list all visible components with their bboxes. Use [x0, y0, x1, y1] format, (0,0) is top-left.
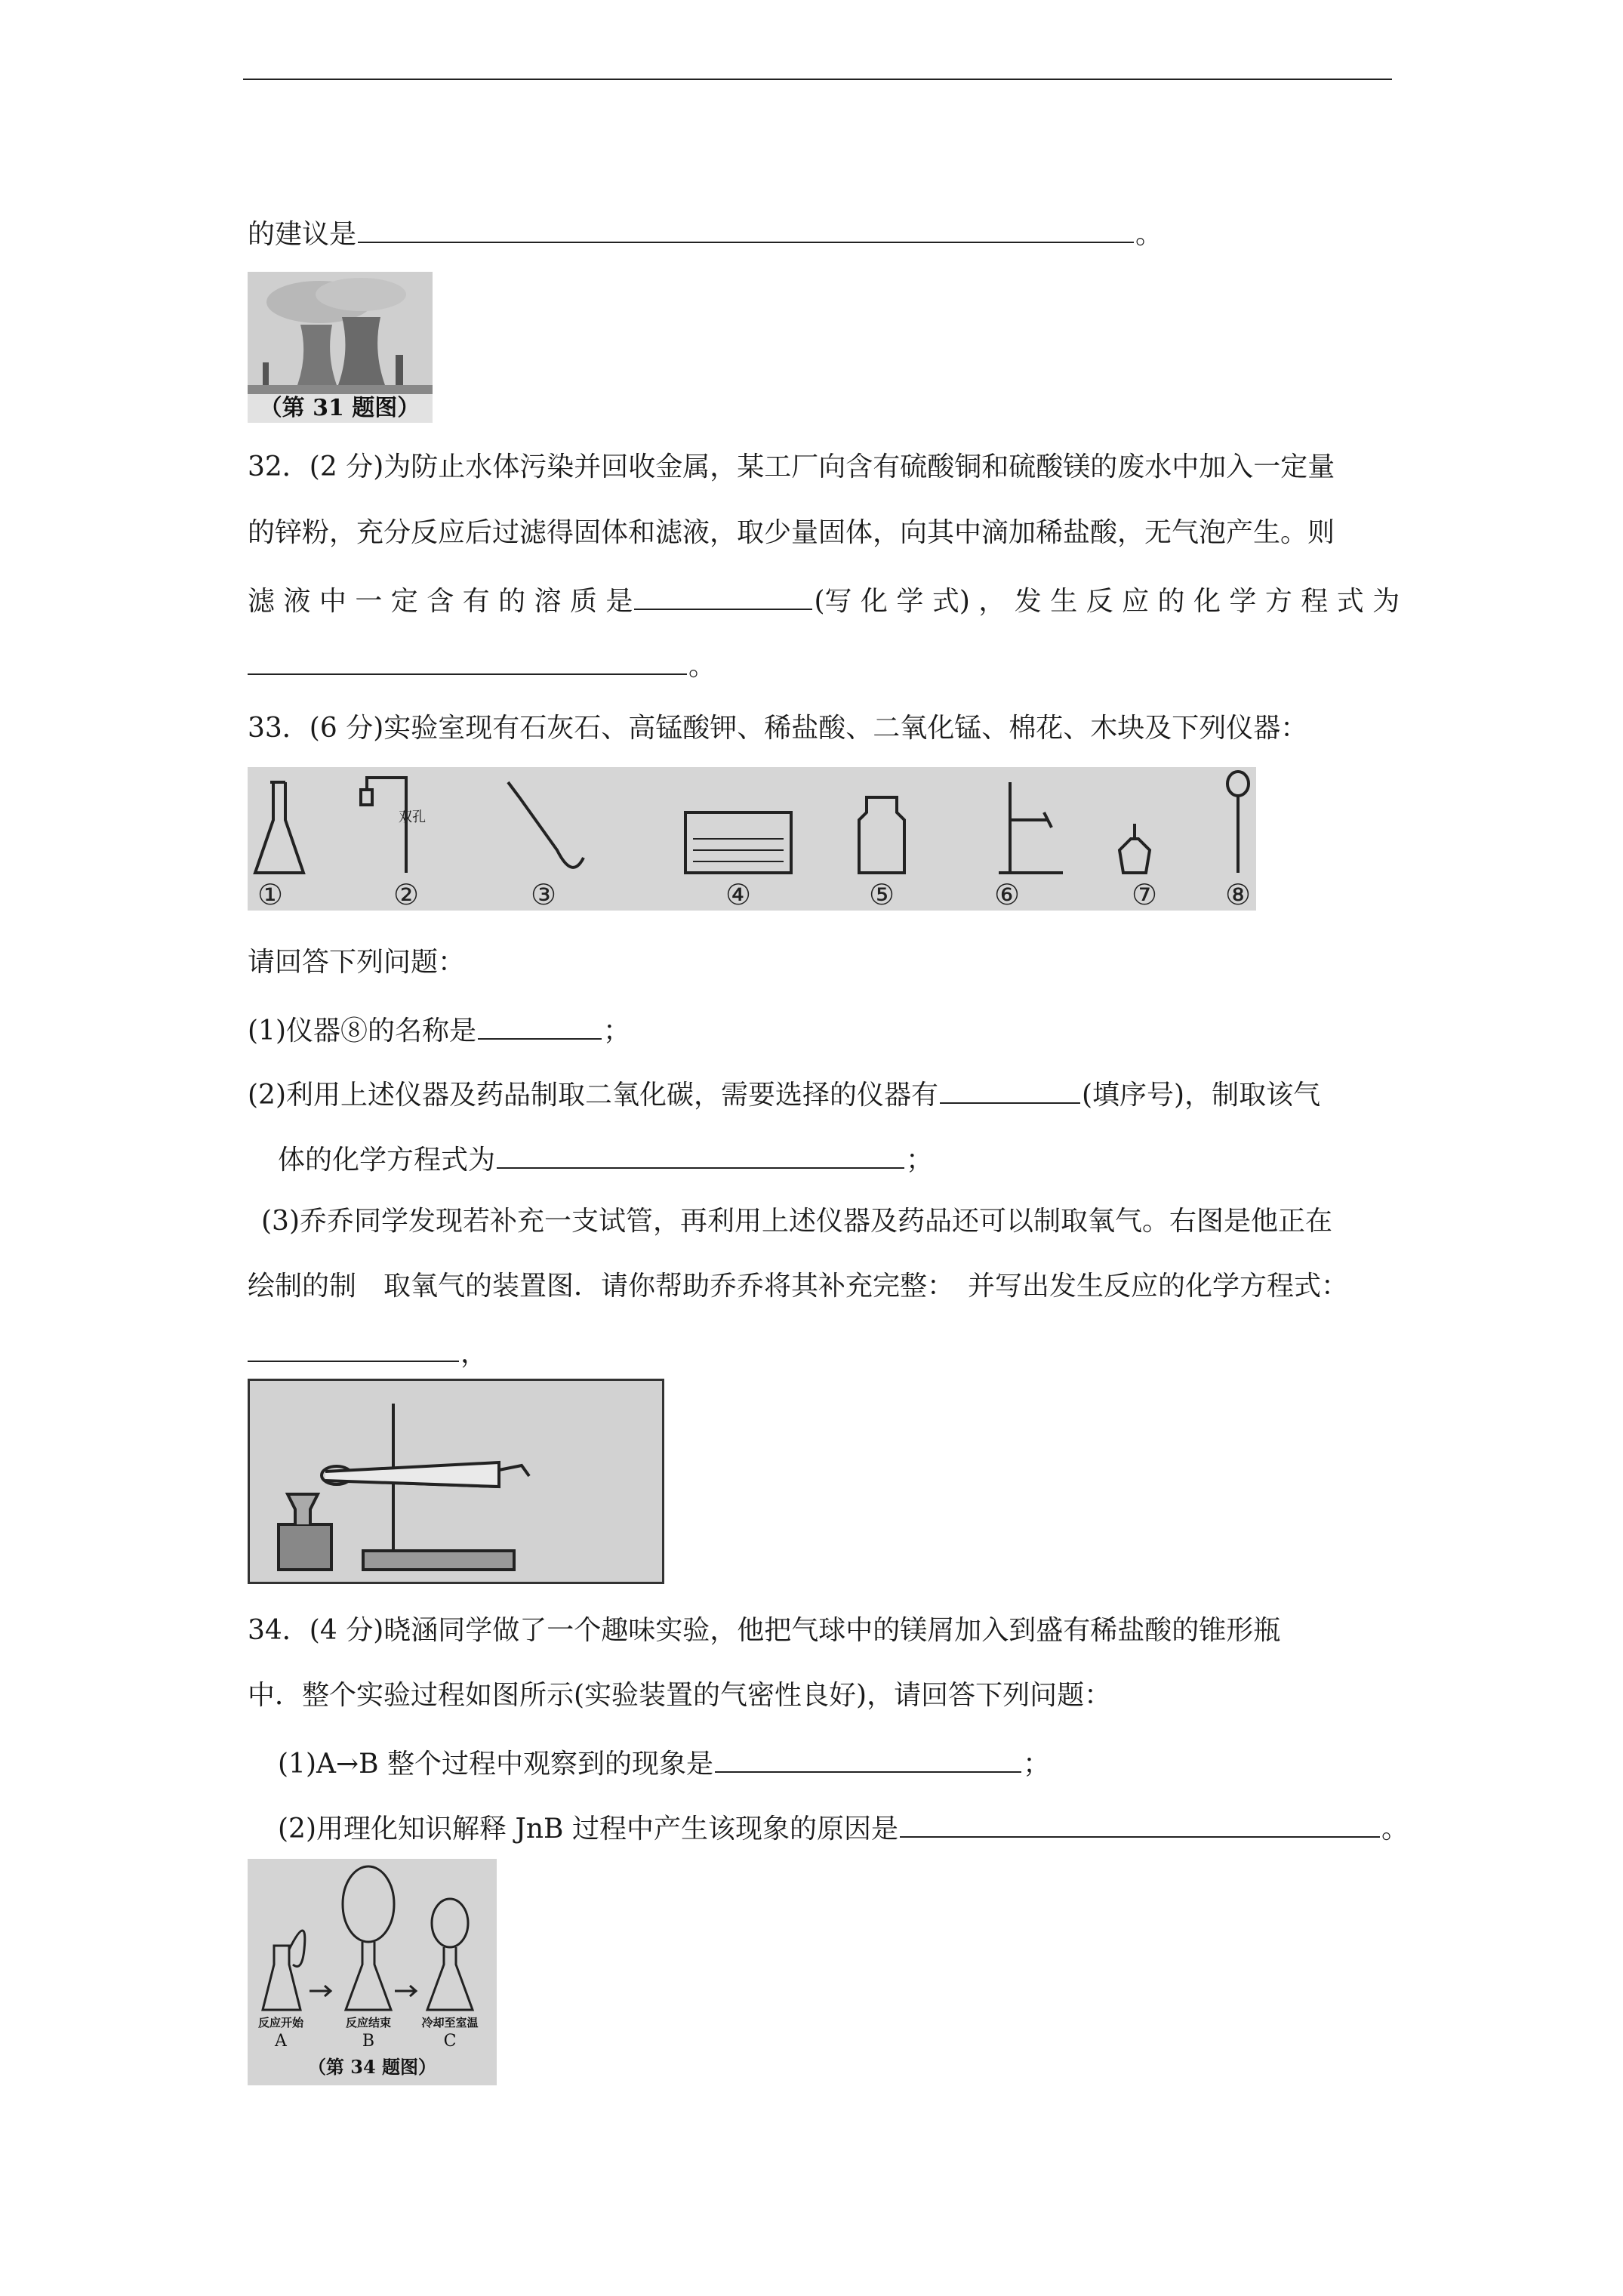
stage-b-letter: B [362, 2032, 375, 2051]
q33-prompt: 请回答下列问题： [248, 947, 466, 978]
q33-intro: 33．(6 分)实验室现有石灰石、高锰酸钾、稀盐酸、二氧化锰、棉花、木块及下列仪器： [248, 713, 1308, 744]
stage-a-letter: A [275, 2032, 287, 2051]
q33-sub-2-text: (2)利用上述仪器及药品制取二氧化碳，需要选择的仪器有 [248, 1080, 938, 1111]
oxygen-setup-image [250, 1381, 662, 1582]
q34-balloon-figure [248, 1859, 497, 2085]
q32-line-3-a: 滤 液 中 一 定 含 有 的 溶 质 是 [248, 586, 633, 617]
header-rule [243, 79, 1392, 80]
stage-b-label: 反应结束 [345, 2016, 392, 2029]
q33-instrument-name-blank[interactable] [478, 1011, 602, 1040]
q34-line-2: 中．整个实验过程如图所示(实验装置的气密性良好)，请回答下列问题： [248, 1680, 1112, 1711]
apparatus-label-6: ⑥ [993, 878, 1021, 911]
q31-figure-caption: （第 31 题图） [259, 395, 420, 421]
q34-sub-2-text: (2)用理化知识解释 JnB 过程中产生该现象的原因是 [278, 1814, 898, 1845]
double-hole-note: 双孔 [399, 809, 426, 825]
q33-co2-equation-blank[interactable] [497, 1140, 904, 1169]
q32-line-4-end: 。 [688, 651, 716, 682]
q33-sub-3-end: ， [460, 1338, 488, 1369]
q34-line-1: 34．(4 分)晓涵同学做了一个趣味实验，他把气球中的镁屑加入到盛有稀盐酸的锥形瓶 [248, 1615, 1281, 1646]
q32-equation-blank[interactable] [248, 646, 687, 675]
q33-sub-2-end: ； [906, 1145, 934, 1176]
q34-figure-caption: （第 34 题图） [307, 2056, 437, 2078]
stage-c-letter: C [443, 2032, 457, 2051]
apparatus-label-4: ④ [725, 878, 752, 911]
q33-oxygen-setup-figure [248, 1379, 664, 1584]
q32-line-2: 的锌粉，充分反应后过滤得固体和滤液，取少量固体，向其中滴加稀盐酸，无气泡产生。则 [248, 517, 1335, 548]
stage-a-label: 反应开始 [257, 2016, 304, 2029]
q32-line-3 [248, 581, 1400, 618]
q33-sub-3-line-2: 绘制的制 取氧气的装置图．请你帮助乔乔将其补充完整： 并写出发生反应的化学方程式： [248, 1271, 1349, 1302]
q34-sub-1-end: ； [1023, 1749, 1051, 1780]
q33-sub-3-line-3 [248, 1333, 488, 1370]
q32-line-1: 32．(2 分)为防止水体污染并回收金属，某工厂向含有硫酸铜和硫酸镁的废水中加入一定量 [248, 451, 1335, 482]
q31-suffix: 。 [1135, 219, 1163, 250]
q34-reason-blank[interactable] [900, 1809, 1380, 1838]
stage-c-label: 冷却至室温 [421, 2016, 479, 2029]
q34-sub-1 [278, 1744, 1050, 1781]
q32-line-3-b: (写 化 学 式) ， 发 生 反 应 的 化 学 方 程 式 为 [814, 586, 1400, 617]
q34-sub-1-text: (1)A→B 整个过程中观察到的现象是 [278, 1749, 714, 1780]
q33-sub-3-line-1: (3)乔乔同学发现若补充一支试管，再利用上述仪器及药品还可以制取氧气。右图是他正在 [261, 1206, 1332, 1237]
apparatus-label-5: ⑤ [868, 878, 895, 911]
q33-sub-1-text: (1)仪器⑧的名称是 [248, 1015, 476, 1046]
q31-figure [248, 272, 433, 423]
q34-sub-2 [278, 1809, 1409, 1846]
balloon-experiment-image [248, 1859, 497, 2085]
q33-sub-2-text-b: (填序号)，制取该气 [1082, 1080, 1321, 1111]
apparatus-label-2: ② [393, 878, 420, 911]
q32-line-4 [248, 646, 716, 683]
q33-sub-2-text-c: 体的化学方程式为 [278, 1145, 496, 1176]
cooling-towers-image [248, 272, 433, 423]
q33-sub-1 [248, 1011, 630, 1048]
q33-o2-equation-blank[interactable] [248, 1333, 459, 1362]
q33-sub-2-cont [278, 1140, 933, 1177]
apparatus-label-1: ① [257, 878, 284, 911]
apparatus-label-7: ⑦ [1131, 878, 1158, 911]
q31-answer-blank[interactable] [358, 214, 1134, 243]
q33-sub-1-end: ； [603, 1015, 631, 1046]
q33-sub-2 [248, 1075, 1320, 1112]
q31-prefix: 的建议是 [248, 219, 357, 250]
apparatus-label-3: ③ [530, 878, 557, 911]
q33-instruments-blank[interactable] [940, 1075, 1080, 1104]
q34-sub-2-end: 。 [1381, 1814, 1409, 1845]
q33-apparatus-figure [248, 767, 1256, 911]
q34-phenomenon-blank[interactable] [715, 1744, 1021, 1773]
apparatus-image [248, 767, 1256, 911]
q31-suggestion-line [248, 214, 1163, 251]
q32-solute-blank[interactable] [634, 581, 812, 610]
apparatus-label-8: ⑧ [1224, 878, 1252, 911]
